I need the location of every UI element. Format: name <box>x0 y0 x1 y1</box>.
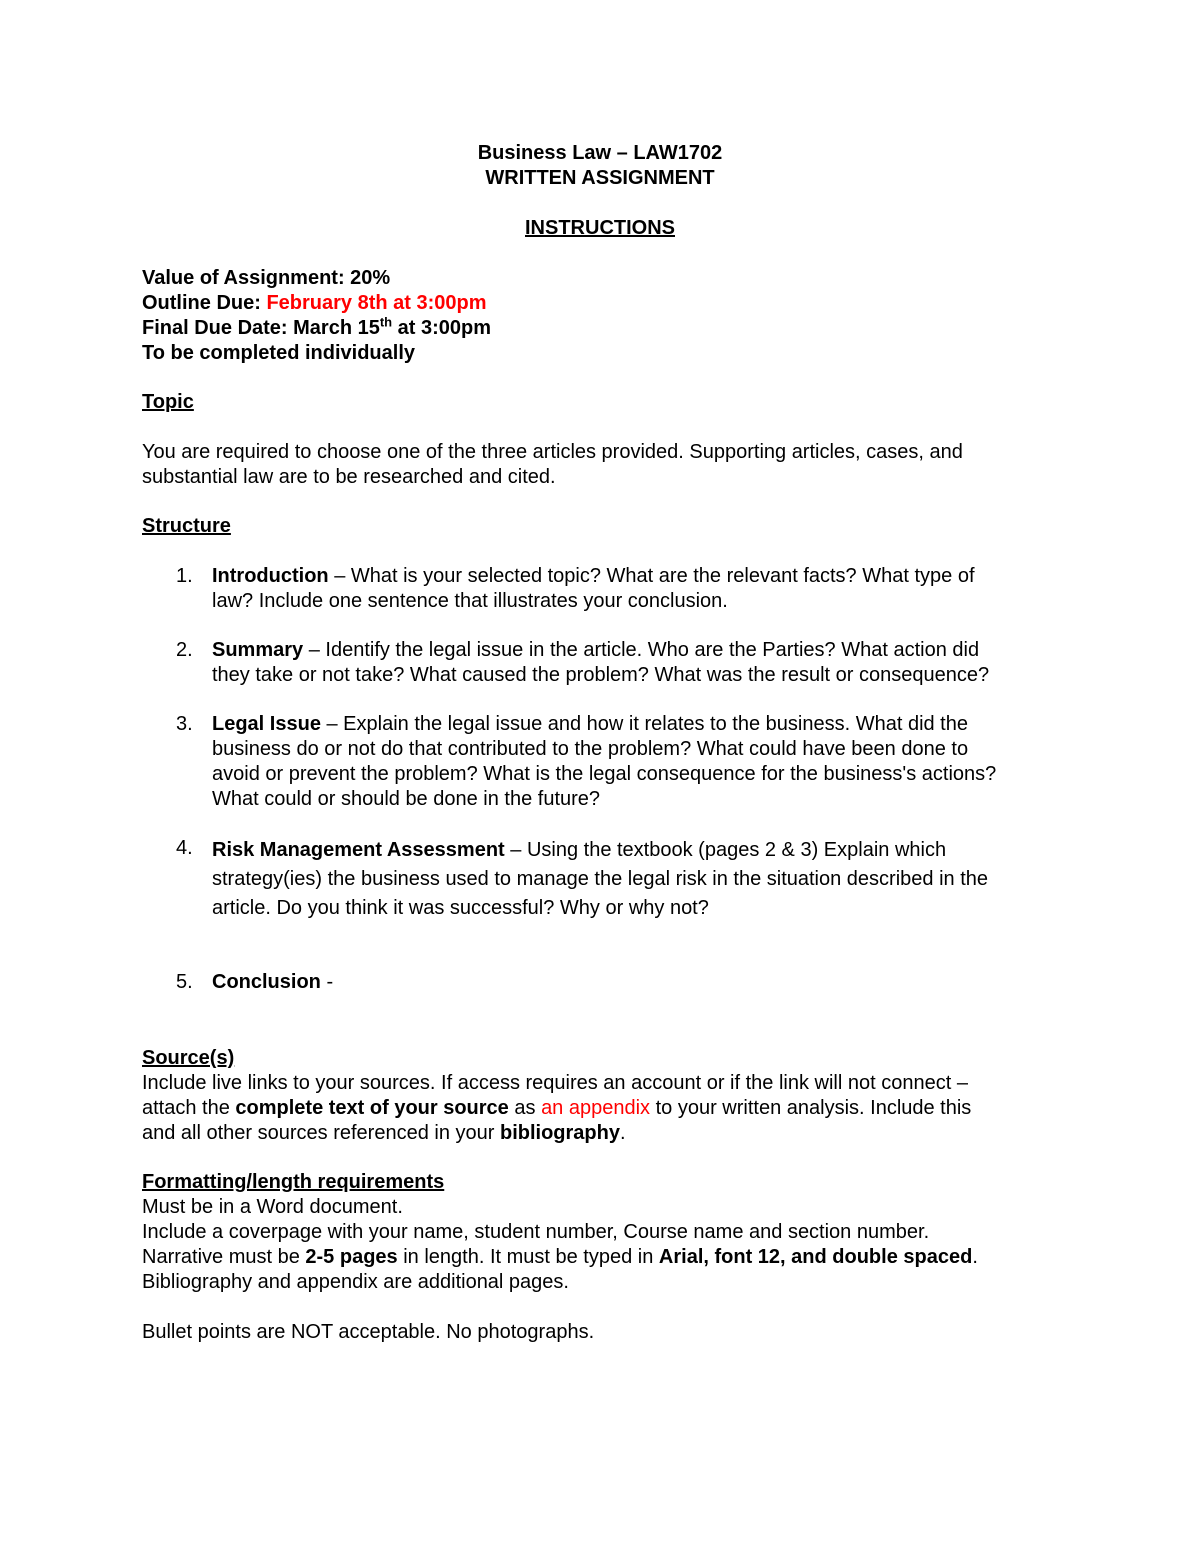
topic-text-line: substantial law are to be researched and cited. <box>142 466 556 488</box>
list-item-title: Summary <box>212 639 304 661</box>
text-run: . <box>619 1122 626 1144</box>
text-run: as <box>508 1097 542 1119</box>
outline-due-date: February 8th at 3:00pm <box>266 292 487 314</box>
list-item-text: strategy(ies) the business used to manage the legal risk in the situation described in the <box>212 868 988 890</box>
final-due-label: Final Due Date: March 15 <box>142 317 380 339</box>
list-item-legal-issue <box>212 712 1082 812</box>
formatting-text-line: Include a coverpage with your name, student number, Course name and section number. <box>142 1221 930 1243</box>
formatting-text-line <box>142 1245 978 1270</box>
topic-heading: Topic <box>142 391 194 413</box>
list-item-number: 3. <box>176 713 193 735</box>
list-item-text: article. Do you think it was successful? Why or why not? <box>212 897 709 919</box>
sources-text-line <box>142 1121 626 1146</box>
list-item-text: law? Include one sentence that illustrates your conclusion. <box>212 590 728 612</box>
course-title: Business Law – LAW1702 <box>477 142 723 164</box>
text-run: and all other sources referenced in your <box>142 1122 500 1144</box>
emphasis-text: bibliography <box>499 1122 620 1144</box>
list-item-title: Conclusion <box>212 971 321 993</box>
outline-due-label: Outline Due: <box>142 292 267 314</box>
list-item-number: 4. <box>176 837 193 859</box>
list-item-title: Legal Issue <box>212 713 321 735</box>
list-item-text: What could or should be done in the future? <box>212 788 601 810</box>
list-item-text: – Explain the legal issue and how it relates to the business. What did the <box>320 713 968 735</box>
list-item-introduction <box>212 564 1082 614</box>
text-run: in length. It must be typed in <box>397 1246 659 1268</box>
emphasis-text: Arial, font 12, and double spaced <box>658 1246 973 1268</box>
list-item-number: 5. <box>176 971 193 993</box>
sources-text-line <box>142 1096 971 1121</box>
text-run: attach the <box>142 1097 236 1119</box>
final-due-time: at 3:00pm <box>392 317 492 339</box>
list-item-title: Risk Management Assessment <box>212 839 505 861</box>
document-type: WRITTEN ASSIGNMENT <box>485 167 715 189</box>
list-item-text: business do or not do that contributed to the problem? What could have been done to <box>212 738 969 760</box>
text-run: . <box>972 1246 978 1268</box>
list-item-text: they take or not take? What caused the problem? What was the result or consequence? <box>212 664 990 686</box>
final-due-sup: th <box>379 314 393 330</box>
list-item-text: avoid or prevent the problem? What is the legal consequence for the business's actions? <box>212 763 997 785</box>
emphasis-text: complete text of your source <box>235 1097 509 1119</box>
formatting-heading: Formatting/length requirements <box>142 1171 445 1193</box>
list-item-summary <box>212 638 1082 688</box>
list-item-text: – Identify the legal issue in the article. Who are the Parties? What action did <box>303 639 980 661</box>
individual-note: To be completed individually <box>142 342 415 364</box>
instructions-heading: INSTRUCTIONS <box>525 217 675 239</box>
list-item-text: – Using the textbook (pages 2 & 3) Explain which <box>504 839 947 861</box>
appendix-highlight: an appendix <box>541 1097 651 1119</box>
assignment-value: Value of Assignment: 20% <box>142 267 391 289</box>
text-run: to your written analysis. Include this <box>650 1097 972 1119</box>
text-run: Narrative must be <box>142 1246 306 1268</box>
emphasis-text: 2-5 pages <box>305 1246 398 1268</box>
list-item-risk-management <box>212 836 1082 923</box>
formatting-text-line: Bullet points are NOT acceptable. No photographs. <box>142 1321 595 1343</box>
list-item-number: 1. <box>176 565 193 587</box>
topic-text-line: You are required to choose one of the three articles provided. Supporting articles, cases, and <box>142 441 963 463</box>
list-item-text: – What is your selected topic? What are the relevant facts? What type of <box>328 565 975 587</box>
list-item-conclusion <box>212 970 1082 995</box>
list-item-number: 2. <box>176 639 193 661</box>
formatting-text-line: Bibliography and appendix are additional pages. <box>142 1271 569 1293</box>
structure-heading: Structure <box>142 515 231 537</box>
list-item-title: Introduction <box>212 565 329 587</box>
list-item-text: - <box>320 971 334 993</box>
outline-due <box>142 291 487 316</box>
sources-heading: Source(s) <box>142 1047 235 1069</box>
sources-text-line: Include live links to your sources. If access requires an account or if the link will not connect – <box>142 1072 968 1094</box>
formatting-text-line: Must be in a Word document. <box>142 1196 403 1218</box>
final-due-date <box>142 316 491 341</box>
